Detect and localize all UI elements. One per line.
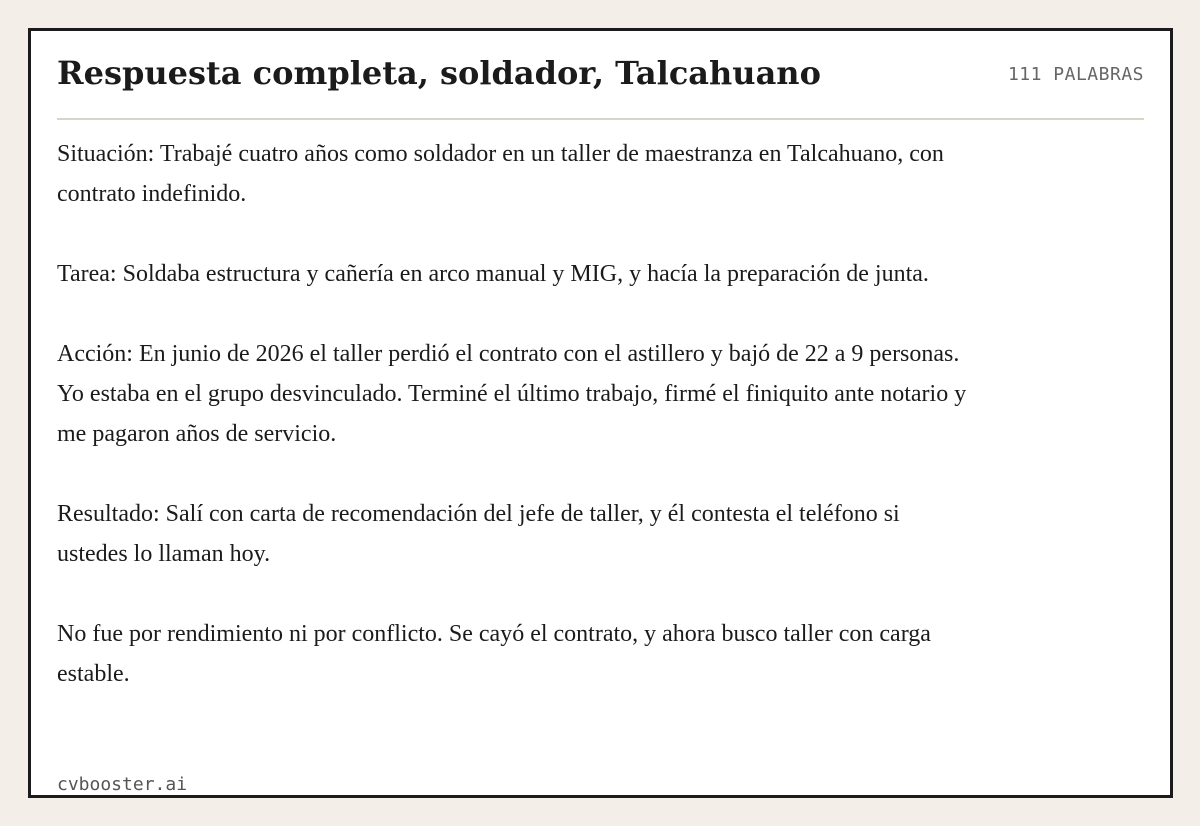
card-title: Respuesta completa, soldador, Talcahuano (57, 54, 821, 92)
paragraph-tarea: Tarea: Soldaba estructura y cañería en arco manual y MIG, y hacía la preparación de junta. (57, 261, 929, 287)
answer-card (28, 28, 1173, 798)
paragraph-resultado: Resultado: Salí con carta de recomendación del jefe de taller, y él contesta el teléfono si ustedes lo llaman hoy. (57, 501, 900, 567)
paragraph-accion: Acción: En junio de 2026 el taller perdió el contrato con el astillero y bajó de 22 a 9 personas. Yo estaba en el grupo desvinculado. Terminé el último trabajo, firmé el finiquito ante notario y me pagaron años de servicio. (57, 341, 967, 447)
paragraph-cierre: No fue por rendimiento ni por conflicto. Se cayó el contrato, y ahora busco taller con carga estable. (57, 621, 931, 687)
word-count-label: 111 PALABRAS (1007, 64, 1144, 85)
brand-footer: cvbooster.ai (57, 774, 188, 795)
answer-body (57, 134, 967, 694)
paragraph-situacion: Situación: Trabajé cuatro años como soldador en un taller de maestranza en Talcahuano, con contrato indefinido. (57, 141, 944, 207)
card-header (57, 31, 1144, 120)
